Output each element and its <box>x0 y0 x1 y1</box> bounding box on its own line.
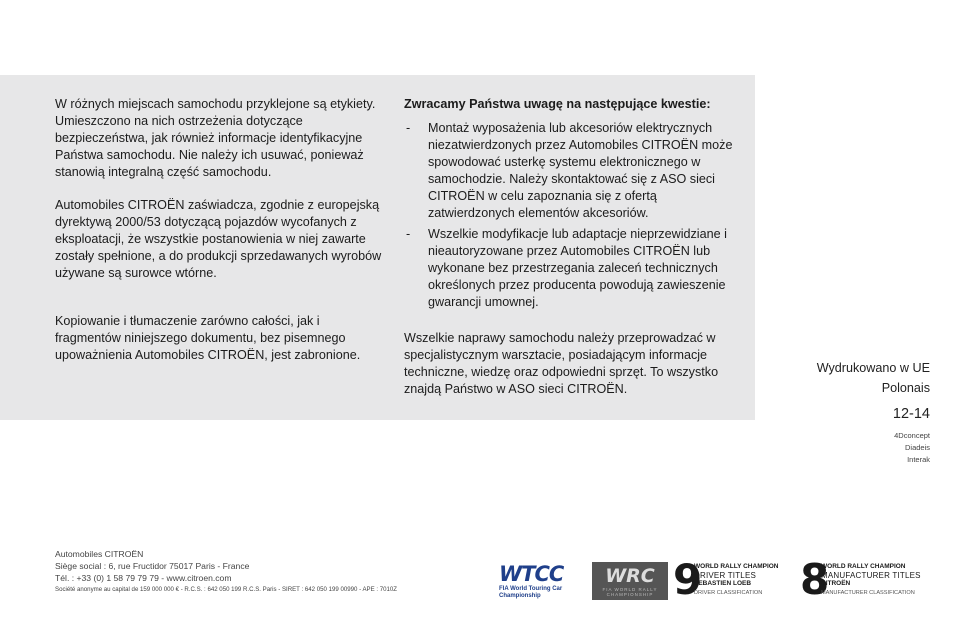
badge-line: SEBASTIEN LOEB <box>694 580 752 587</box>
wtcc-logo-line: FIA World Touring Car <box>499 586 563 592</box>
company-footer <box>55 548 495 596</box>
list-dash: - <box>406 227 411 241</box>
company-address: Siège social : 6, rue Fructidor 75017 Paris - France <box>55 561 250 571</box>
labels-paragraph: W różnych miejscach samochodu przyklejone są etykiety. Umieszczono na nich ostrzeżenia dotyczące bezpieczeństwa, jak również informacje identyfikacyjne Państwa samochodu. Nie należy ich usuwać, ponieważ stanowią integralną część samochodu. <box>55 97 376 179</box>
wrc-logo-mark: WRC <box>605 565 655 587</box>
language-text: Polonais <box>881 381 930 395</box>
manufacturer-titles-badge <box>800 555 930 604</box>
credit-line: Diadeis <box>904 443 930 452</box>
badge-line: CITROËN <box>821 580 851 587</box>
credits <box>894 430 930 466</box>
copyright-paragraph: Kopiowanie i tłumaczenie zarówno całości, jak i fragmentów niniejszego dokumentu, bez pisemnego upoważnienia Automobiles CITROËN, jest zabronione. <box>55 314 361 362</box>
wtcc-logo <box>499 562 579 600</box>
left-text-column <box>55 96 385 364</box>
wtcc-logo-line: Championship <box>499 593 541 599</box>
manufacturer-titles-number: 8 <box>800 555 830 604</box>
company-legal: Société anonyme au capital de 159 000 000 € - R.C.S. : 642 050 199 R.C.S. Paris - SIRET : 642 050 199 00990 - APE : 7010Z <box>55 586 398 593</box>
list-dash: - <box>406 121 411 135</box>
attention-heading: Zwracamy Państwa uwagę na następujące kwestie: <box>404 97 711 111</box>
credit-line: Interak <box>907 455 930 464</box>
list-item-text: Wszelkie modyfikacje lub adaptacje nieprzewidziane i nieautoryzowane przez Automobiles CITROËN lub wykonane bez przestrzegania zaleceń technicznych określonych przez producenta powodują zawieszenie gwarancji umownej. <box>428 227 727 309</box>
list-item <box>404 120 740 222</box>
wtcc-logo-mark: WTCC <box>499 562 564 586</box>
repairs-paragraph: Wszelkie naprawy samochodu należy przeprowadzać w specjalistycznym warsztacie, posiadającym informacje techniczne, wiedzę oraz odpowiedni sprzęt. To wszystko znajdą Państwo w ASO sieci CITROËN. <box>404 331 719 396</box>
badge-line: DRIVER CLASSIFICATION <box>694 589 763 596</box>
driver-titles-number: 9 <box>673 555 703 604</box>
badge-line: WORLD RALLY CHAMPION <box>821 563 906 570</box>
printed-in-text: Wydrukowano w UE <box>816 361 930 375</box>
badge-line: DRIVER TITLES <box>694 570 757 580</box>
badge-line: MANUFACTURER TITLES <box>821 570 921 580</box>
company-contact: Tél. : +33 (0) 1 58 79 79 79 - www.citroen.com <box>55 573 232 583</box>
badge-line: MANUFACTURER CLASSIFICATION <box>821 589 915 596</box>
right-text-column <box>404 96 740 398</box>
badge-line: WORLD RALLY CHAMPION <box>694 563 779 570</box>
list-item <box>404 226 740 311</box>
page-number: 12-14 <box>892 406 930 422</box>
company-name: Automobiles CITROËN <box>55 549 144 559</box>
wrc-logo <box>592 562 668 600</box>
wrc-logo-sub: FIA WORLD RALLY CHAMPIONSHIP <box>602 587 658 597</box>
driver-titles-badge <box>673 555 799 604</box>
credit-line: 4Dconcept <box>894 431 930 440</box>
directive-paragraph: Automobiles CITROËN zaświadcza, zgodnie z europejską dyrektywą 2000/53 dotyczącą pojazdów wycofanych z eksploatacji, że wszystkie postanowienia w niej zawarte zostały spełnione, a do produkcji sprzedawanych wyrobów używane są surowce wtórne. <box>55 198 382 280</box>
list-item-text: Montaż wyposażenia lub akcesoriów elektrycznych niezatwierdzonych przez Automobiles CITROËN może spowodować usterkę systemu elektronicznego w samochodzie. Należy skontaktować się z ASO sieci CITROËN w celu zapoznania się z ofertą zatwierdzonych elementów akcesoriów. <box>428 121 733 220</box>
